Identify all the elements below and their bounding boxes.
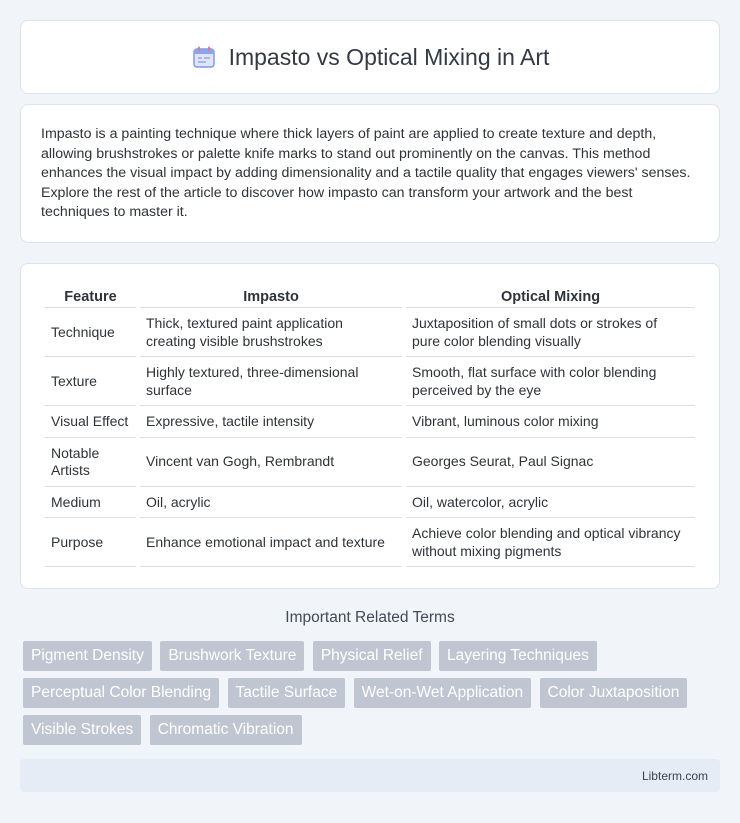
calendar-icon	[191, 44, 217, 70]
title-card	[20, 20, 720, 94]
intro-card	[20, 104, 720, 243]
cell-optical: Juxtaposition of small dots or strokes of pure color blending visually	[406, 308, 695, 357]
related-term-tag[interactable]: Brushwork Texture	[160, 641, 304, 671]
related-term-tag[interactable]: Chromatic Vibration	[150, 715, 302, 745]
cell-optical: Achieve color blending and optical vibrancy without mixing pigments	[406, 518, 695, 567]
cell-impasto: Vincent van Gogh, Rembrandt	[140, 438, 402, 487]
cell-optical: Vibrant, luminous color mixing	[406, 406, 695, 438]
footer	[20, 759, 720, 792]
table-row	[45, 438, 695, 487]
related-term-tag[interactable]: Wet-on-Wet Application	[354, 678, 531, 708]
comparison-table	[41, 282, 699, 567]
cell-impasto: Highly textured, three-dimensional surface	[140, 357, 402, 406]
cell-optical: Smooth, flat surface with color blending perceived by the eye	[406, 357, 695, 406]
table-row	[45, 487, 695, 519]
cell-feature: Technique	[45, 308, 136, 357]
comparison-table-card	[20, 263, 720, 589]
table-row	[45, 357, 695, 406]
page-title: Impasto vs Optical Mixing in Art	[228, 43, 550, 70]
table-row	[45, 308, 695, 357]
related-term-tag[interactable]: Visible Strokes	[23, 715, 141, 745]
table-row	[45, 406, 695, 438]
related-term-tag[interactable]: Physical Relief	[313, 641, 431, 671]
header-impasto: Impasto	[140, 282, 402, 308]
table-header-row	[45, 282, 695, 308]
related-terms-list	[23, 641, 723, 752]
cell-feature: Purpose	[45, 518, 136, 567]
related-term-tag[interactable]: Color Juxtaposition	[540, 678, 688, 708]
cell-impasto: Thick, textured paint application creating visible brushstrokes	[140, 308, 402, 357]
related-term-tag[interactable]: Pigment Density	[23, 641, 152, 671]
related-term-tag[interactable]: Tactile Surface	[228, 678, 346, 708]
cell-impasto: Oil, acrylic	[140, 487, 402, 519]
intro-text: Impasto is a painting technique where thick layers of paint are applied to create texture and depth, allowing brushstrokes or palette knife marks to stand out prominently on the canvas. This method enhances the visual impact by adding dimensionality and a tactile quality that engages viewers' senses. Explore the rest of the article to discover how impasto can transform your artwork and the best techniques to master it.	[41, 126, 691, 220]
cell-feature: Texture	[45, 357, 136, 406]
related-terms-heading: Important Related Terms	[285, 609, 455, 626]
header-optical-mixing: Optical Mixing	[406, 282, 695, 308]
cell-feature: Visual Effect	[45, 406, 136, 438]
cell-impasto: Enhance emotional impact and texture	[140, 518, 402, 567]
related-term-tag[interactable]: Perceptual Color Blending	[23, 678, 219, 708]
cell-optical: Georges Seurat, Paul Signac	[406, 438, 695, 487]
footer-site-link[interactable]: Libterm.com	[641, 768, 708, 783]
table-row	[45, 518, 695, 567]
header-feature: Feature	[45, 282, 136, 308]
cell-feature: Notable Artists	[45, 438, 136, 487]
cell-feature: Medium	[45, 487, 136, 519]
cell-impasto: Expressive, tactile intensity	[140, 406, 402, 438]
cell-optical: Oil, watercolor, acrylic	[406, 487, 695, 519]
related-term-tag[interactable]: Layering Techniques	[439, 641, 597, 671]
